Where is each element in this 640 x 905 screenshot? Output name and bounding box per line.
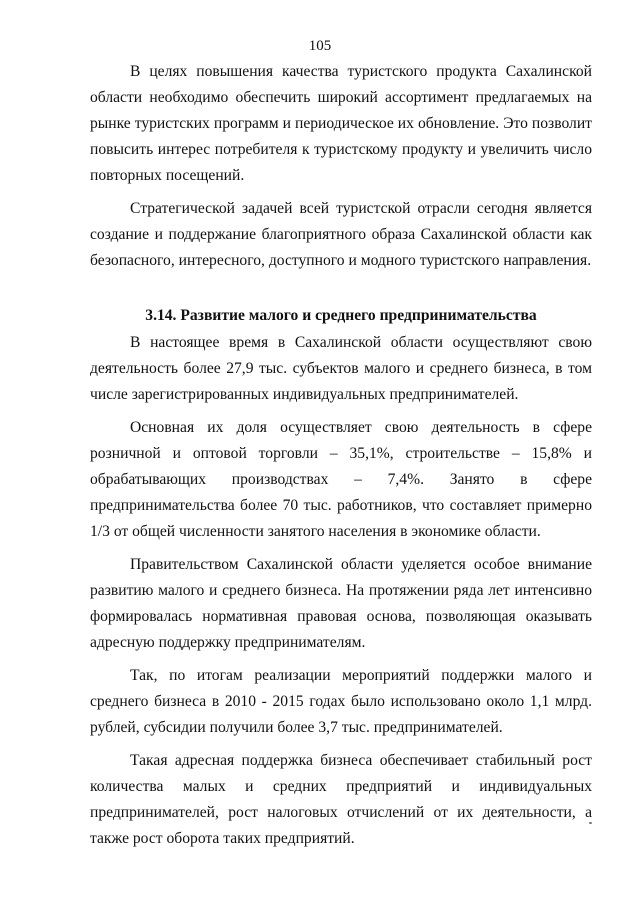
paragraph-tourism-strategy: Стратегической задачей всей туристской отрасли сегодня является создание и поддержание благоприятного образа Сахалинской области как безопасного, интересного, доступного и модного туристского направления. [90, 200, 592, 269]
paragraph-support-effects: Такая адресная поддержка бизнеса обеспечивает стабильный рост количества малых и средних предприятий и индивидуальных предпринимателей, рост налоговых отчислений от их деятельности, а также рост оборота таких предприятий. [90, 752, 592, 847]
page-number: 105 [308, 38, 332, 54]
paragraph-tourism-programs: В целях повышения качества туристского продукта Сахалинской области необходимо обеспечить широкий ассортимент предлагаемых на рынке туристских программ и периодическое их обновление. Это позволит повысить интерес потребителя к туристскому продукту и увеличить число повторных посещений. [90, 63, 592, 184]
paragraph-sme-count: В настоящее время в Сахалинской области осуществляют свою деятельность более 27,9 тыс. субъектов малого и среднего бизнеса, в том числе зарегистрированных индивидуальных предпринимателей. [90, 334, 592, 403]
paragraph-government-support: Правительством Сахалинской области уделяется особое внимание развитию малого и среднего бизнеса. На протяжении ряда лет интенсивно формировалась нормативная правовая основа, позволяющая оказывать адресную поддержку предпринимателям. [90, 556, 592, 651]
section-heading: 3.14. Развитие малого и среднего предпринимательства [145, 307, 537, 324]
scan-speck [589, 822, 592, 824]
paragraph-sme-sectors: Основная их доля осуществляет свою деятельность в сфере розничной и оптовой торговли – 35,1%, строительстве – 15,8% и обрабатывающих производствах – 7,4%. Занято в сфере предпринимательства более 70 тыс. работников, что составляет примерно 1/3 от общей численности занятого населения в экономике области. [90, 419, 592, 540]
page-content [90, 59, 592, 859]
paragraph-funding-results: Так, по итогам реализации мероприятий поддержки малого и среднего бизнеса в 2010 - 2015 годах было использовано около 1,1 млрд. рублей, субсидии получили более 3,7 тыс. предпринимателей. [90, 667, 592, 736]
